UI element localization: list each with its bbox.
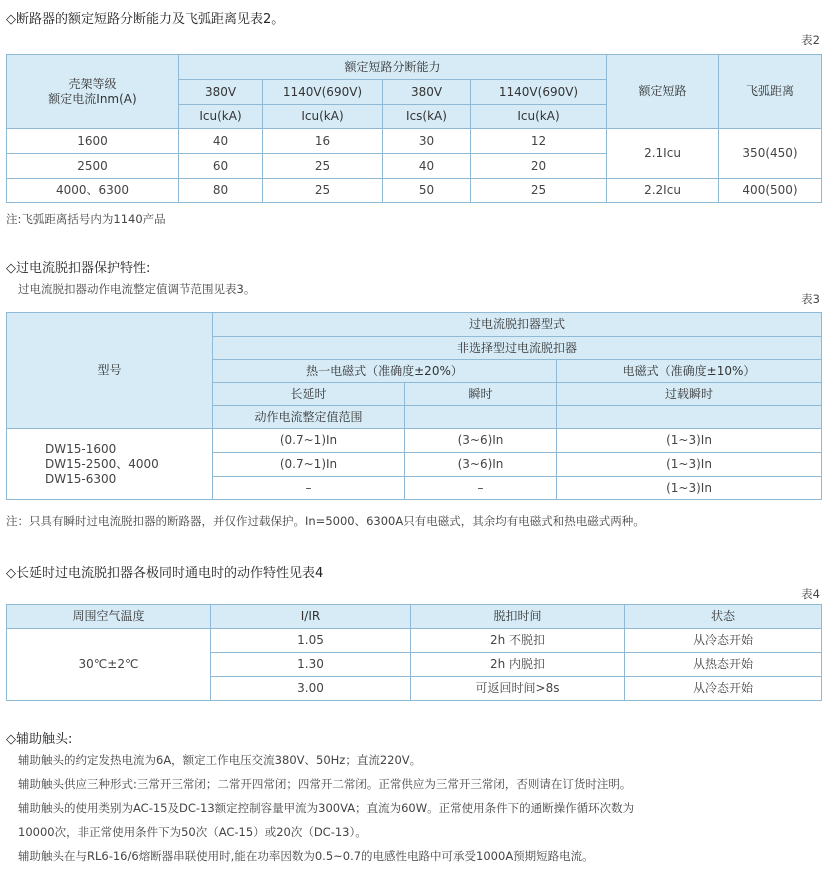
cell-arc: 400(500): [719, 179, 822, 203]
table4: [6, 604, 822, 701]
cell-temperature: 30℃±2℃: [7, 629, 211, 701]
cell-value: 25: [263, 179, 383, 203]
paragraph-line: 辅助触头在与RL6-16/6熔断器串联使用时,能在功率因数为0.5~0.7的电感性电路中可承受1000A预期短路电流。: [18, 849, 594, 863]
header-empty: [557, 406, 822, 429]
header-overload-instant: 过载瞬时: [557, 383, 822, 406]
cell-short: 2.2Icu: [607, 179, 719, 203]
header-long-delay: 长延时: [213, 383, 405, 406]
cell-value: 20: [471, 154, 607, 179]
cell-arc: 350(450): [719, 129, 822, 179]
table-row: [7, 129, 822, 154]
cell-value: 16: [263, 129, 383, 154]
cell-value: 80: [179, 179, 263, 203]
cell-value: 25: [471, 179, 607, 203]
header-trip-time: 脱扣时间: [411, 605, 625, 629]
header-voltage: 1140V(690V): [263, 80, 383, 105]
header-voltage: 380V: [383, 80, 471, 105]
cell-value: 3.00: [211, 677, 411, 701]
table-row: [7, 179, 822, 203]
header-voltage: 1140V(690V): [471, 80, 607, 105]
cell-frame: 4000、6300: [7, 179, 179, 203]
header-release-type: 过电流脱扣器型式: [213, 313, 822, 337]
cell-value: (1~3)In: [557, 429, 822, 453]
cell-value: 从冷态开始: [625, 677, 822, 701]
header-instant: 瞬时: [405, 383, 557, 406]
section2-intro: 过电流脱扣器动作电流整定值调节范围见表3。: [18, 282, 256, 296]
header-empty: [405, 406, 557, 429]
header-thermal-magnetic: 热一电磁式（准确度±20%）: [213, 360, 557, 383]
table2-note: 注:飞弧距离括号内为1140产品: [6, 212, 166, 226]
cell-models: DW15-1600 DW15-2500、4000 DW15-6300: [7, 429, 213, 500]
cell-value: 40: [179, 129, 263, 154]
table3-note: 注：只具有瞬时过电流脱扣器的断路器，并仅作过载保护。In=5000、6300A只有电磁式，其余均有电磁式和热电磁式两种。: [6, 514, 645, 528]
header-frame-current: 壳架等级 额定电流Inm(A): [7, 55, 179, 129]
cell-value: 25: [263, 154, 383, 179]
cell-value: 2h 内脱扣: [411, 653, 625, 677]
cell-value: (0.7~1)In: [213, 453, 405, 477]
cell-value: 40: [383, 154, 471, 179]
header-unit: Icu(kA): [471, 105, 607, 129]
section2-heading: ◇过电流脱扣器保护特性:: [6, 261, 151, 276]
table4-label: 表4: [801, 587, 820, 601]
section4-heading: ◇辅助触头:: [6, 732, 73, 747]
header-magnetic: 电磁式（准确度±10%）: [557, 360, 822, 383]
cell-value: 30: [383, 129, 471, 154]
cell-value: 2h 不脱扣: [411, 629, 625, 653]
cell-short: 2.1Icu: [607, 129, 719, 179]
header-voltage: 380V: [179, 80, 263, 105]
header-i-ir: I/IR: [211, 605, 411, 629]
paragraph-line: 辅助触头的使用类别为AC-15及DC-13额定控制容量甲流为300VA；直流为60W。正常使用条件下的通断操作循环次数为: [18, 801, 635, 815]
cell-value: 从冷态开始: [625, 629, 822, 653]
table3: [6, 312, 822, 500]
header-ambient-temp: 周围空气温度: [7, 605, 211, 629]
header-rated-short: 额定短路: [607, 55, 719, 129]
cell-value: 从热态开始: [625, 653, 822, 677]
cell-value: –: [405, 477, 557, 500]
section3-heading: ◇长延时过电流脱扣器各极同时通电时的动作特性见表4: [6, 566, 324, 581]
cell-value: 60: [179, 154, 263, 179]
header-arc-distance: 飞弧距离: [719, 55, 822, 129]
cell-value: 1.05: [211, 629, 411, 653]
cell-value: (1~3)In: [557, 477, 822, 500]
table2-label: 表2: [801, 33, 820, 47]
cell-value: (3~6)In: [405, 453, 557, 477]
header-model: 型号: [7, 313, 213, 429]
header-setting-range: 动作电流整定值范围: [213, 406, 405, 429]
section1-heading: ◇断路器的额定短路分断能力及飞弧距离见表2。: [6, 12, 285, 27]
paragraph-line: 辅助触头供应三种形式:三常开三常闭；二常开四常闭；四常开二常闭。正常供应为三常开三常闭，否则请在订货时注明。: [18, 777, 632, 791]
cell-value: (1~3)In: [557, 453, 822, 477]
header-non-selective: 非选择型过电流脱扣器: [213, 337, 822, 360]
cell-frame: 1600: [7, 129, 179, 154]
paragraph-line: 10000次，非正常使用条件下为50次（AC-15）或20次（DC-13）。: [18, 825, 367, 839]
cell-value: 12: [471, 129, 607, 154]
cell-value: –: [213, 477, 405, 500]
header-unit: Icu(kA): [179, 105, 263, 129]
cell-frame: 2500: [7, 154, 179, 179]
cell-value: 可返回时间>8s: [411, 677, 625, 701]
table-row: [7, 629, 822, 653]
header-breaking-capacity: 额定短路分断能力: [179, 55, 607, 80]
cell-value: (0.7~1)In: [213, 429, 405, 453]
cell-value: (3~6)In: [405, 429, 557, 453]
header-unit: Ics(kA): [383, 105, 471, 129]
paragraph-line: 辅助触头的约定发热电流为6A，额定工作电压交流380V、50Hz；直流220V。: [18, 753, 422, 767]
table2: [6, 54, 822, 203]
header-unit: Icu(kA): [263, 105, 383, 129]
header-state: 状态: [625, 605, 822, 629]
cell-value: 1.30: [211, 653, 411, 677]
table-row: [7, 429, 822, 453]
table3-label: 表3: [801, 292, 820, 306]
cell-value: 50: [383, 179, 471, 203]
